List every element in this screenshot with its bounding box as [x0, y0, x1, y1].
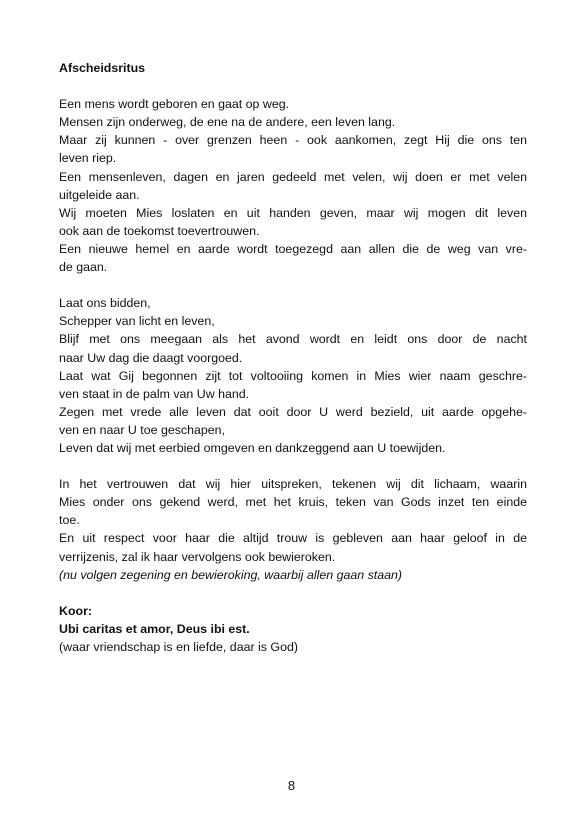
text-line: Een nieuwe hemel en aarde wordt toegezegd aan allen die de weg van vre-: [59, 241, 527, 256]
text-line: Mensen zijn onderweg, de ene na de andere, een leven lang.: [59, 115, 396, 130]
spacer: [59, 457, 527, 475]
text-line: uitgeleide aan.: [59, 187, 140, 202]
text-line: verrijzenis, zal ik haar vervolgens ook bewieroken.: [59, 549, 336, 564]
text-line: Mies onder ons gekend werd, met het kruis, teken van Gods inzet ten einde: [59, 495, 527, 510]
text-line: Laat wat Gij begonnen zijt tot voltooiing komen in Mies wier naam geschre-: [59, 368, 527, 383]
choir-heading: Koor:: [59, 603, 93, 618]
document-body: [59, 59, 527, 656]
spacer: [59, 584, 527, 602]
text-line: En uit respect voor haar die altijd trouw is gebleven aan haar geloof in de: [59, 531, 527, 546]
prayer-paragraph: [59, 294, 527, 457]
text-line: Blijf met ons meegaan als het avond wordt en leidt ons door de nacht: [59, 332, 527, 347]
text-line: Maar zij kunnen - over grenzen heen - ook aankomen, zegt Hij die ons ten: [59, 133, 527, 148]
text-line: ven staat in de palm van Uw hand.: [59, 386, 250, 401]
stage-instruction: (nu volgen zegening en bewieroking, waarbij allen gaan staan): [59, 567, 403, 582]
text-line: naar Uw dag die daagt voorgoed.: [59, 350, 243, 365]
choir-section: [59, 602, 527, 656]
spacer: [59, 77, 527, 95]
section-title: Afscheidsritus: [59, 61, 146, 75]
text-line: toe.: [59, 513, 80, 528]
spacer: [59, 276, 527, 294]
blessing-paragraph: [59, 475, 527, 584]
text-line: Een mensenleven, dagen en jaren gedeeld met velen, wij doen er met velen: [59, 169, 527, 184]
text-line: de gaan.: [59, 260, 108, 275]
choir-song-title: Ubi caritas et amor, Deus ibi est.: [59, 621, 250, 636]
text-line: Een mens wordt geboren en gaat op weg.: [59, 97, 290, 112]
text-line: leven riep.: [59, 151, 117, 166]
text-line: Zegen met vrede alle leven dat ooit door U werd bezield, uit aarde opgehe-: [59, 404, 527, 419]
text-line: Laat ons bidden,: [59, 296, 151, 311]
choir-translation: (waar vriendschap is en liefde, daar is God): [59, 640, 298, 654]
intro-paragraph: [59, 95, 527, 276]
text-line: ook aan de toekomst toevertrouwen.: [59, 223, 260, 238]
text-line: In het vertrouwen dat wij hier uitspreken, tekenen wij dit lichaam, waarin: [59, 477, 527, 492]
page-number: 8: [287, 778, 296, 793]
text-line: ven en naar U toe geschapen,: [59, 422, 226, 437]
text-line: Wij moeten Mies loslaten en uit handen geven, maar wij mogen dit leven: [59, 205, 527, 220]
text-line: Schepper van licht en leven,: [59, 314, 215, 329]
text-line: Leven dat wij met eerbied omgeven en dankzeggend aan U toewijden.: [59, 440, 446, 455]
